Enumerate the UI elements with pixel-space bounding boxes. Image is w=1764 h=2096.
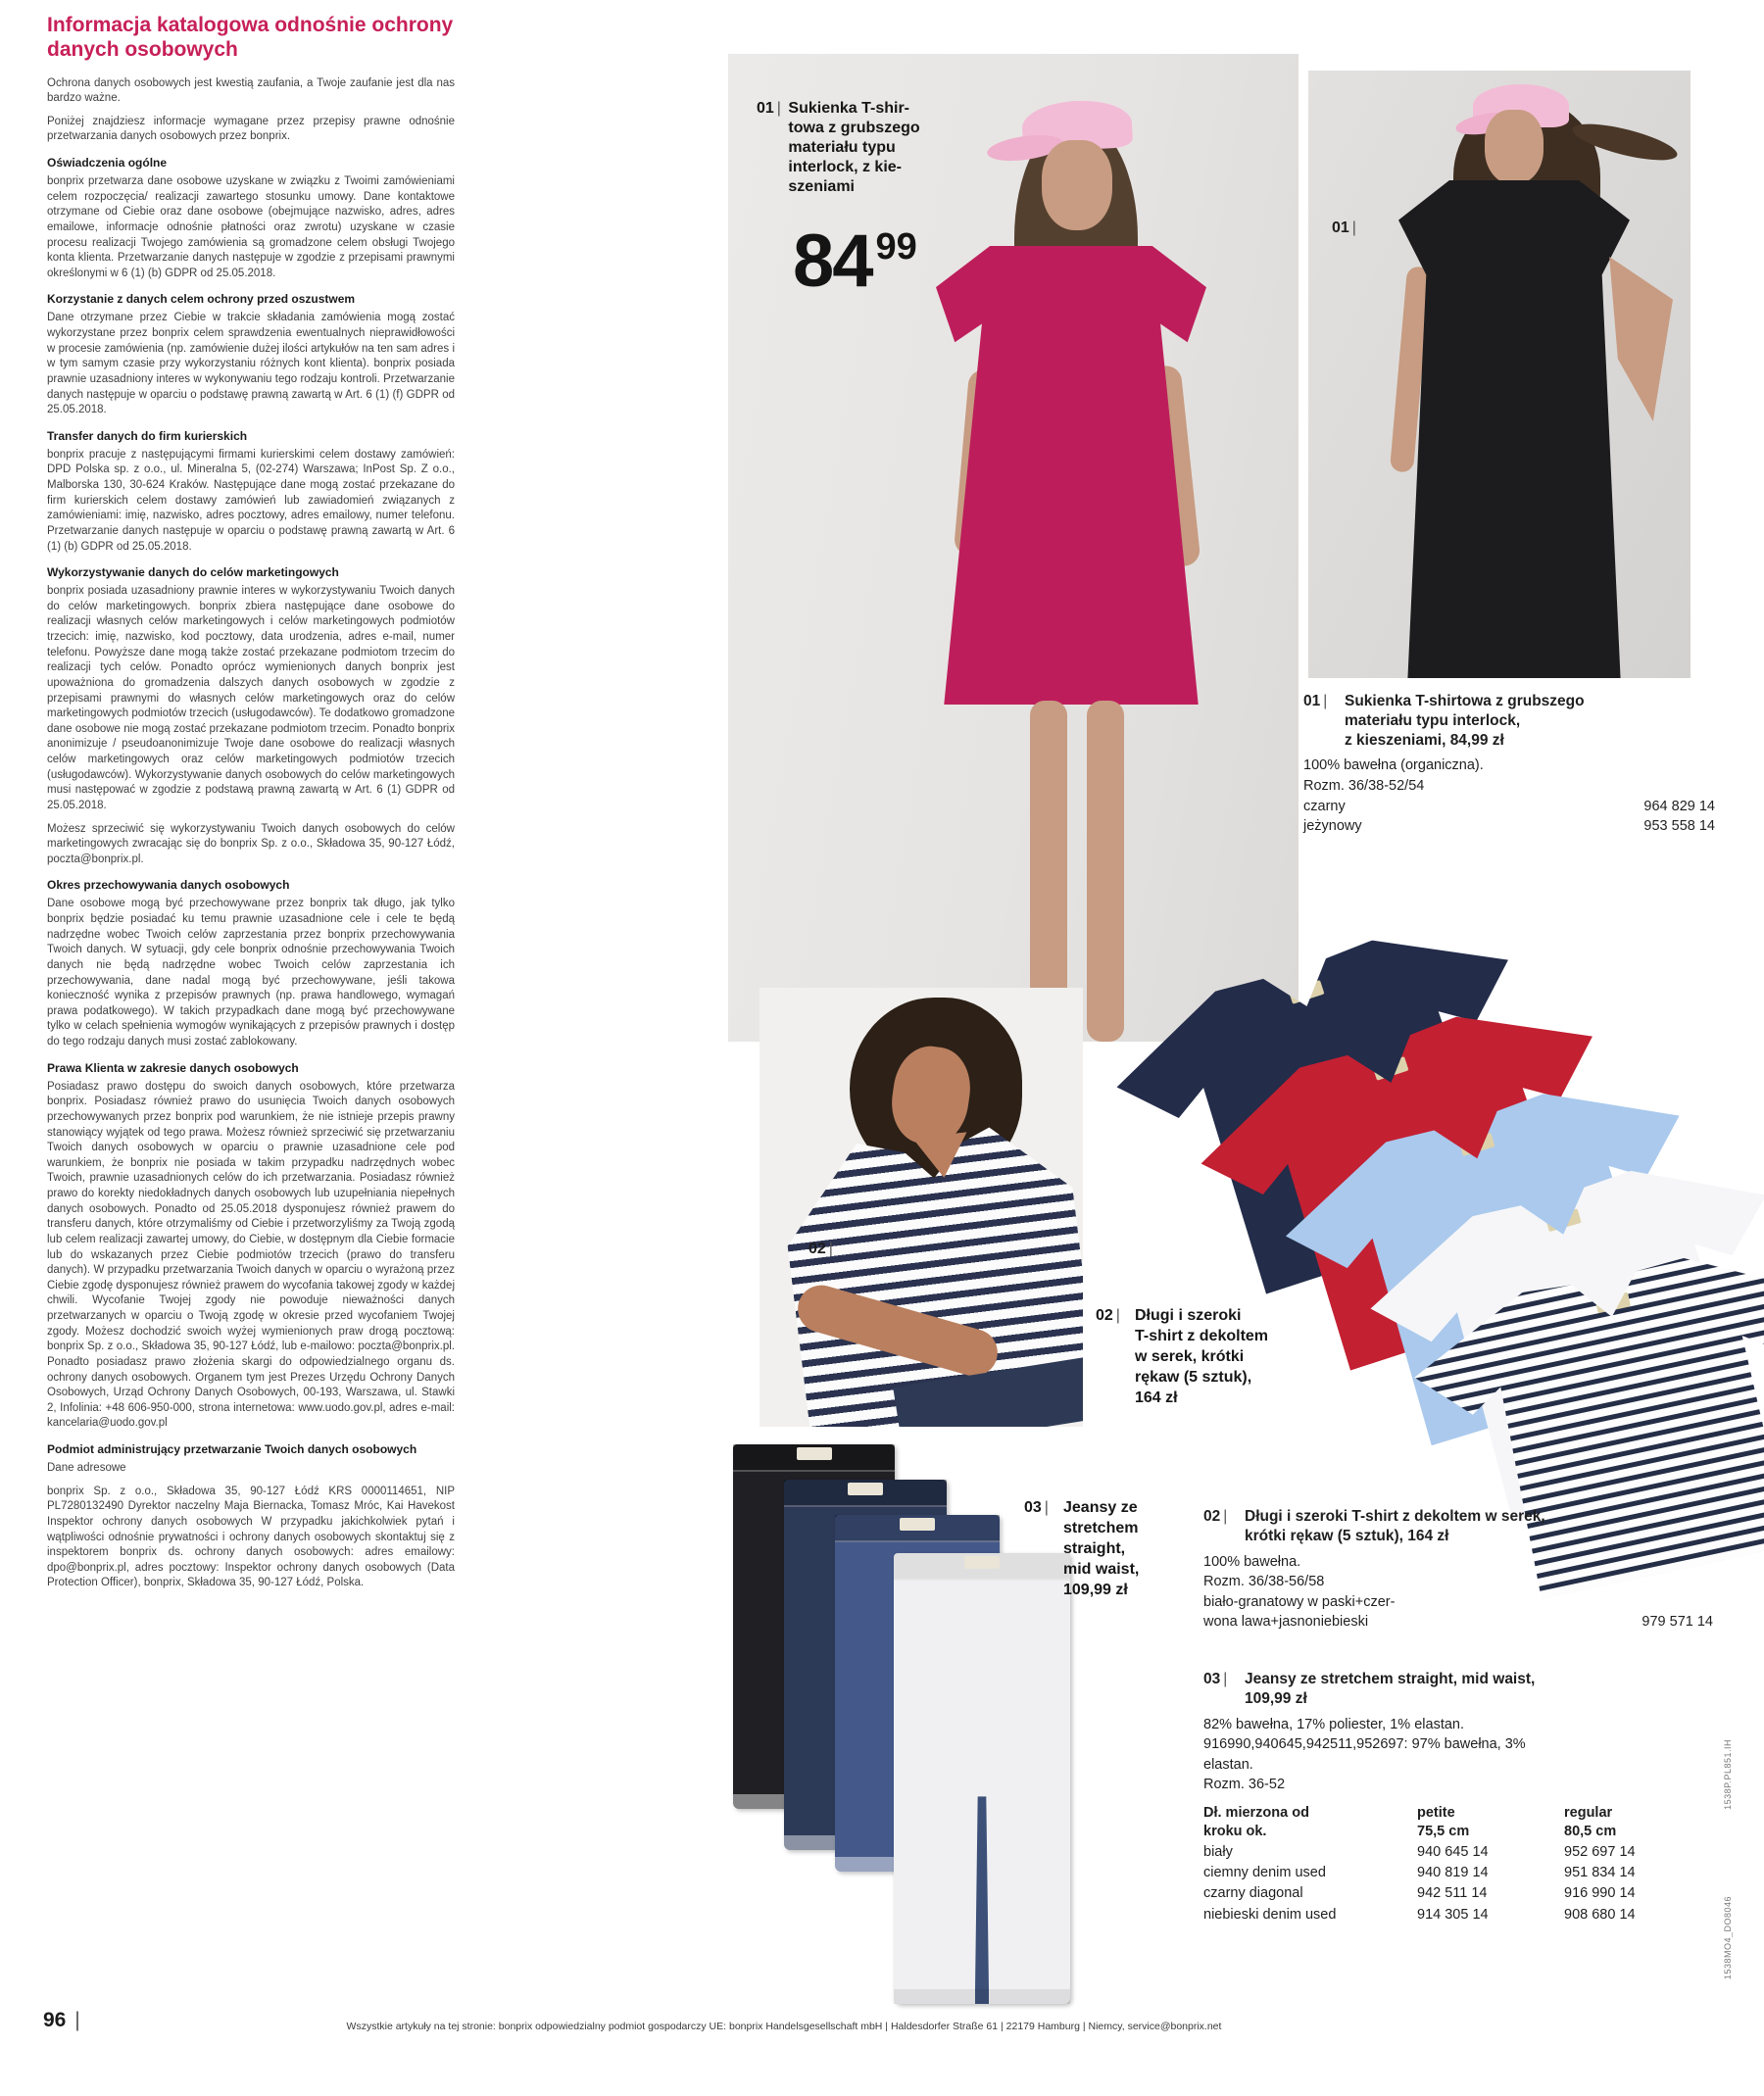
article-number-petite: 940 645 14 — [1417, 1844, 1489, 1861]
paragraph: Poniżej znajdziesz informacje wymagane przez przepisy prawne odnośnie przetwarzania danych osobowych przez bonprix. — [47, 115, 455, 143]
divider-bar: | — [74, 2009, 80, 2031]
print-code-bottom: 1538MO4_DO8046 — [1723, 1896, 1733, 1980]
table-header-row — [1203, 1803, 1713, 1842]
divider-bar: | — [1115, 1307, 1120, 1324]
paragraph: bonprix Sp. z o.o., Składowa 35, 90-127 Łódź KRS 0000114651, NIP PL7280132490 Dyrektor naczelny Maja Biernacka, Tomasz Mróc, Kai Havekost Inspektor ochrony danych osobowych W przypadku jakichkolwiek pytań i wątpliwości odnośnie prywatności i ochrony danych osobowych skontaktuj się z inspektorem bonprix ds. ochrony danych osobowych: adres emailowy: dpo@bonprix.pl, adres pocztowy: Inspektor ochrony danych osobowych (Data Protection Officer), bonprix, Składowa 35, 90-127 Łódź, Polska. — [47, 1485, 455, 1589]
variant-name: jeżynowy — [1303, 818, 1362, 835]
header-line: kroku ok. — [1203, 1824, 1267, 1840]
caption-line: stretchem — [1063, 1520, 1139, 1537]
paragraph: Posiadasz prawo dostępu do swoich danych osobowych, które przetwarza bonprix. Posiadasz również prawo do usunięcia Twoich danych osobowych przechowywanych przez bonprix pod warunkiem, że nie istnieje przepis prawny stanowiący wyjątek od tego prawa. Możesz również sprzeciwić się przetwarzaniu Twoich danych osobowych w oparciu o prawnie uzasadnione cele pod warunkiem, że bonprix nie posiada w takim przypadku nadrzędnych wobec Twoich, prawnie uzasadnionych celów do ich przetwarzania. Posiadasz również prawo do korekty niedokładnych danych osobowych lub uzupełniania niepełnych danych osobowych. Ponadto od 25.05.2018 dysponujesz również prawem do transferu danych, które otrzymaliśmy od Ciebie i przetworzyliśmy za Twoją zgodą lub celem realizacji zawartej umowy, do Ciebie, w dostępnym dla Ciebie formacie lub do wskazanych przez Ciebie podmiotów trzecich (prawo do transferu danych). W przypadku przetwarzania Twoich danych w oparciu o wyrażoną przez Ciebie zgodę dysponujesz również prawem do wycofania takowej zgody w każdej chwili. Wycofanie Twojej zgody nie powoduje nieważności danych przetwarzanych w oparciu o Twoją zgodę w okresie przed wycofaniem Twojej zgody. Możesz dochodzić swoich wyżej wymienionych praw drogą pocztową: bonprix Sp. z o.o., Składowa 35, 90-127 Łódź, lub e-mailowo: poczta@bonprix.pl. Ponadto posiadasz prawo złożenia skargi do odpowiedzialnego organu ds. ochrony danych osobowych. Organem tym jest Prezes Urzędu Ochrony Danych Osobowych, Urząd Ochrony Danych Osobowych, 00-193, Warszawa, ul. Stawki 2, Infolinia: +48 606-950-000, strona internetowa: www.uodo.gov.pl, adres e-mail: kancelaria@uodo.gov.pl — [47, 1080, 455, 1430]
title-line: krótki rękaw (5 sztuk), 164 zł — [1245, 1527, 1449, 1544]
caption-line: mid waist, — [1063, 1561, 1140, 1579]
variant-name: czarny — [1303, 798, 1346, 814]
variant-name: wona lawa+jasnoniebieski — [1203, 1614, 1369, 1631]
product-03-title — [1203, 1670, 1715, 1709]
article-number-petite: 914 305 14 — [1417, 1906, 1489, 1923]
waist-label — [797, 1447, 832, 1460]
waist-label — [964, 1556, 1000, 1569]
page-number — [43, 2009, 83, 2032]
variant-row — [1303, 797, 1715, 817]
title-line: Długi i szeroki T-shirt z dekoltem w serek, — [1245, 1508, 1545, 1525]
caption-line: Długi i szeroki — [1135, 1307, 1242, 1324]
leg-gap-shadow — [975, 1796, 989, 2004]
section-paragraphs — [47, 174, 455, 281]
product-02-info — [1203, 1507, 1713, 1633]
section-okres-przechowywania — [47, 878, 455, 1049]
model-arm-akimbo — [1602, 257, 1673, 421]
article-number-regular: 952 697 14 — [1564, 1844, 1636, 1861]
section-paragraphs — [47, 311, 455, 417]
model-face — [1485, 110, 1544, 184]
header-line: Dł. mierzona od — [1203, 1804, 1309, 1821]
header-line: 75,5 cm — [1417, 1824, 1470, 1840]
section-heading: Transfer danych do firm kurierskich — [47, 428, 248, 443]
paragraph: Dane osobowe mogą być przechowywane przez bonprix tak długo, jak tylko bonprix będzie posiadać ku temu prawnie uzasadnione cele i cele te będą nadrzędne wobec Twoich celów zaprzestania przez bonprix przechowywania Twoich danych. W sytuacji, gdy cele bonprix odnośnie przechowywania Twoich danych nie będą nadrzędne wobec Twoich celów zaprzestania ich przechowywania, dane nadal mogą być przechowywane, jeśli takowa konieczność wynika z przepisów prawnych (np. prawa handlowego, wymagań prawa podatkowego). W takich przypadkach dane mogą być przechowywane tylko w celach spełnienia wymogów wynikających z przepisów prawnych i dostęp do tego rodzaju danych musi zostać zablokowany. — [47, 898, 455, 1048]
section-heading: Oświadczenia ogólne — [47, 156, 168, 171]
variant-article-number: 953 558 14 — [1643, 818, 1715, 835]
detail-line: biało-granatowy w paski+czer- — [1203, 1593, 1396, 1610]
section-prawa-klienta — [47, 1061, 455, 1432]
article-number-regular: 908 680 14 — [1564, 1906, 1636, 1923]
section-paragraphs — [47, 1080, 455, 1432]
product-02-details — [1203, 1552, 1713, 1613]
product-03-details — [1203, 1715, 1715, 1795]
title-line: materiału typu interlock, — [1345, 711, 1521, 729]
product-01-title — [1303, 692, 1715, 750]
divider-bar: | — [776, 100, 781, 117]
caption-line: rękaw (5 sztuk), — [1135, 1369, 1252, 1387]
section-oswiadczenia-ogolne — [47, 156, 455, 281]
section-korzystanie-z-danych — [47, 292, 455, 417]
detail-line: Rozm. 36/38-56/58 — [1203, 1574, 1325, 1590]
divider-bar: | — [1351, 219, 1356, 236]
color-name: ciemny denim used — [1203, 1865, 1326, 1881]
caption-line: 109,99 zł — [1063, 1582, 1128, 1599]
detail-line: 82% bawełna, 17% poliester, 1% elastan. — [1203, 1716, 1465, 1732]
title-line: z kieszeniami, 84,99 zł — [1345, 731, 1504, 749]
section-heading: Wykorzystywanie danych do celów marketingowych — [47, 565, 339, 580]
title-lines — [1245, 1507, 1713, 1546]
color-name: niebieski denim used — [1203, 1906, 1337, 1923]
paragraph: Możesz sprzeciwić się wykorzystywaniu Twoich danych osobowych do celów marketingowych zwracając się do bonprix Sp. z o.o., Składowa 35, 90-127 Łódź, poczta@bonprix.pl. — [47, 822, 455, 865]
color-name: biały — [1203, 1844, 1233, 1861]
waist-label — [848, 1483, 883, 1495]
detail-line: 100% bawełna. — [1203, 1553, 1301, 1570]
section-heading: Okres przechowywania danych osobowych — [47, 878, 290, 893]
article-number-regular: 951 834 14 — [1564, 1865, 1636, 1881]
photo-black-dress-model — [1308, 71, 1690, 678]
footer-legal-line: Wszystkie artykuły na tej stronie: bonprix odpowiedzialny podmiot gospodarczy UE: bonprix Handelsgesellschaft mbH | Haldesdorfer Straße 61 | 22179 Hamburg | Niemcy, service@bonprix.net — [346, 2021, 1222, 2032]
section-paragraphs — [47, 76, 455, 146]
pink-tshirt-dress — [936, 246, 1206, 705]
product-01-variants — [1303, 797, 1715, 837]
caption-line: straight, — [1063, 1540, 1126, 1558]
paragraph: Ochrona danych osobowych jest kwestią zaufania, a Twoje zaufanie jest dla nas bardzo ważne. — [47, 76, 455, 105]
section-heading: Prawa Klienta w zakresie danych osobowych — [47, 1060, 299, 1075]
number: 02 — [1096, 1307, 1113, 1324]
header-line: petite — [1417, 1804, 1455, 1821]
caption-line: Jeansy ze — [1063, 1499, 1138, 1516]
number: 02 — [1203, 1508, 1221, 1525]
title-line: 109,99 zł — [1245, 1689, 1307, 1707]
section-intro — [47, 76, 455, 146]
caption-lines — [1135, 1305, 1380, 1409]
model-face — [1042, 140, 1112, 230]
section-paragraphs — [47, 448, 455, 555]
product-02-photo-label — [808, 1241, 836, 1258]
photo-striped-tee-model — [760, 988, 1083, 1427]
product-02-caption — [1096, 1305, 1380, 1409]
number: 03 — [1024, 1499, 1042, 1516]
product-01-info — [1303, 692, 1715, 837]
number: 03 — [1203, 1671, 1221, 1687]
caption-line: w serek, krótki — [1135, 1348, 1245, 1366]
label-number: 02 — [808, 1241, 826, 1257]
divider-bar: | — [828, 1241, 833, 1257]
header-line: 80,5 cm — [1564, 1824, 1617, 1840]
divider-bar: | — [1323, 693, 1328, 709]
col-header-petite — [1417, 1803, 1564, 1842]
title-lines — [1245, 1670, 1715, 1709]
product-01-photo-caption — [757, 99, 982, 197]
table-row — [1203, 1842, 1713, 1863]
page-number-value: 96 — [43, 2009, 67, 2031]
caption-lines — [788, 99, 919, 197]
price-zloty: 84 — [793, 219, 872, 303]
detail-line: 100% bawełna (organiczna). — [1303, 757, 1484, 774]
section-heading: Korzystanie z danych celem ochrony przed oszustwem — [47, 292, 356, 307]
article-number-petite: 942 511 14 — [1417, 1885, 1488, 1902]
detail-line: Rozm. 36/38-52/54 — [1303, 778, 1425, 795]
section-paragraphs — [47, 1461, 455, 1591]
product-01-number — [1303, 692, 1330, 711]
title-lines — [1345, 692, 1715, 750]
product-02-number — [1203, 1507, 1230, 1527]
variant-row — [1303, 816, 1715, 837]
section-heading: Podmiot administrujący przetwarzanie Twoich danych osobowych — [47, 1442, 417, 1457]
caption-line: interlock, z kie- — [788, 159, 902, 175]
black-tshirt-dress — [1398, 180, 1630, 678]
variant-article-number: 979 571 14 — [1642, 1614, 1713, 1631]
paragraph: bonprix przetwarza dane osobowe uzyskane w związku z Twoimi zamówieniami celem rozpoczęcia/ realizacji zawartego stosunku umowy. Dane kontaktowe otrzymane od Ciebie oraz dane osobowe (obejmujące nazwisko, adres, adres emailowe, informacje odnośnie płatności oraz zwrotu) uzyskane w czasie procesu realizacji Twojego zamówienia są gromadzone celem obsługi Twojego konta klienta. Przetwarzanie danych następuje w zgodzie z przepisami prawnymi określonymi w 6 (1) (b) GDPR od 25.05.2018. — [47, 175, 455, 279]
table-row — [1203, 1863, 1713, 1883]
article-number-petite: 940 819 14 — [1417, 1865, 1489, 1881]
table-row — [1203, 1905, 1713, 1925]
waist-label — [900, 1518, 935, 1531]
caption-line: 164 zł — [1135, 1389, 1178, 1407]
sizes-article-table — [1203, 1803, 1713, 1925]
product-01-number: 01 — [757, 100, 774, 117]
page-title: Informacja katalogowa odnośnie ochrony danych osobowych — [47, 14, 454, 61]
print-code-top: 1538P.PL851.IH — [1723, 1739, 1733, 1810]
label-number: 01 — [1332, 219, 1349, 236]
detail-line: elastan. — [1203, 1756, 1253, 1773]
divider-bar: | — [1044, 1499, 1049, 1516]
product-01-details — [1303, 756, 1715, 796]
article-number-regular: 916 990 14 — [1564, 1885, 1636, 1902]
col-header-length — [1203, 1803, 1417, 1842]
divider-bar: | — [1223, 1671, 1228, 1687]
paragraph: Dane otrzymane przez Ciebie w trakcie składania zamówienia mogą zostać wykorzystane przez bonprix celem sprawdzenia ewentualnych nieprawidłowości w procesie zamówienia (np. zamówienie dużej ilości artykułów na ten sam adres i w tym samym czasie przy wykorzystaniu różnych kont klienta). bonprix posiada prawnie uzasadniony interes w wykonywaniu tego rodzaju kontroli. Przetwarzanie danych następuje w oparciu o podstawę prawną zawartą w Art. 6 (1) (f) GDPR od 25.05.2018. — [47, 312, 455, 416]
divider-bar: | — [1223, 1508, 1228, 1525]
section-marketing — [47, 565, 455, 867]
col-header-regular — [1564, 1803, 1713, 1842]
product-03-number — [1203, 1670, 1230, 1689]
photo-pink-dress-model — [728, 54, 1298, 1042]
variant-row — [1203, 1612, 1713, 1633]
caption-line: towa z grubszego — [788, 120, 920, 136]
privacy-info-column — [47, 14, 455, 1599]
number: 01 — [1303, 693, 1321, 709]
price-main — [793, 219, 917, 304]
section-paragraphs — [47, 584, 455, 867]
paragraph: bonprix pracuje z następującymi firmami kurierskimi celem dostawy zamówień: DPD Polska sp. z o.o., ul. Mineralna 5, (02-274) Warszawa; InPost Sp. Z o.o., Malborska 130, 30-624 Kraków. Następujące dane mogą zostać przekazane do firm kurierskich celem dostawy zamówień lub zawiadomień związanych z zamówieniami: imię, nazwisko, adres pocztowy, adres emailowy, numer telefonu. Przetwarzanie danych następuje w oparciu o podstawę prawną zawartą w Art. 6 (1) (b) GDPR od 25.05.2018. — [47, 448, 455, 553]
neck-label — [1289, 980, 1325, 1004]
title-line: Jeansy ze stretchem straight, mid waist, — [1245, 1671, 1536, 1687]
caption-line: szeniami — [788, 178, 855, 195]
caption-line: Sukienka T-shir- — [788, 100, 909, 117]
table-body — [1203, 1842, 1713, 1925]
paragraph: bonprix posiada uzasadniony prawnie interes w wykorzystywaniu Twoich danych do celów marketingowych. bonprix zbiera następujące dane osobowe do realizacji własnych celów marketingowych i celów marketingowych podmiotów trzecich: imię, nazwisko, kod pocztowy, data urodzenia, adres e-mail, numer telefonu. Powyższe dane mogą także zostać przekazane podmiotom trzecim do realizacji tych celów. Ponadto oprócz wymienionych danych bonprix jest upoważniona do gromadzenia dalszych danych osobowych w zgodzie z przepisami prawnymi do własnych celów marketingowych oraz do celów marketingowych podmiotów trzecich (usługodawców). Te dodatkowo gromadzone dane osobowe nie mogą zostać przekazane podmiotom trzecim. Ponadto bonprix anonimizuje / pseudoanonimizuje Twoje dane osobowe do realizacji własnych celów marketingowych oraz celów marketingowych podmiotów trzecich (usługodawców). Wykorzystywanie danych osobowych do celów marketingowych musi następować w zgodzie z podstawą prawną zawartą w Art. 6 (1) GDPR od 25.05.2018. — [47, 585, 455, 811]
variant-article-number: 964 829 14 — [1643, 798, 1715, 814]
detail-line: 916990,940645,942511,952697: 97% bawełna, 3% — [1203, 1736, 1526, 1753]
section-paragraphs — [47, 897, 455, 1049]
section-podmiot-administrujacy — [47, 1442, 455, 1591]
caption-lines — [1063, 1497, 1220, 1601]
product-01-photo-label — [1332, 219, 1359, 237]
product-03-info — [1203, 1670, 1715, 1925]
paragraph: Dane adresowe — [47, 1462, 126, 1475]
product-02-title — [1203, 1507, 1713, 1546]
section-transfer-danych — [47, 429, 455, 555]
product-02-number — [1096, 1305, 1123, 1326]
color-name: czarny diagonal — [1203, 1885, 1303, 1902]
product-03-number — [1024, 1497, 1052, 1518]
title-line: Sukienka T-shirtowa z grubszego — [1345, 693, 1585, 709]
header-line: regular — [1564, 1804, 1613, 1821]
caption-line: materiału typu — [788, 139, 896, 156]
price-grosze: 99 — [875, 226, 917, 268]
jeans-white — [894, 1553, 1070, 2004]
product-03-caption — [1024, 1497, 1220, 1601]
table-row — [1203, 1883, 1713, 1904]
caption-line: T-shirt z dekoltem — [1135, 1328, 1269, 1345]
detail-line: Rozm. 36-52 — [1203, 1777, 1286, 1793]
